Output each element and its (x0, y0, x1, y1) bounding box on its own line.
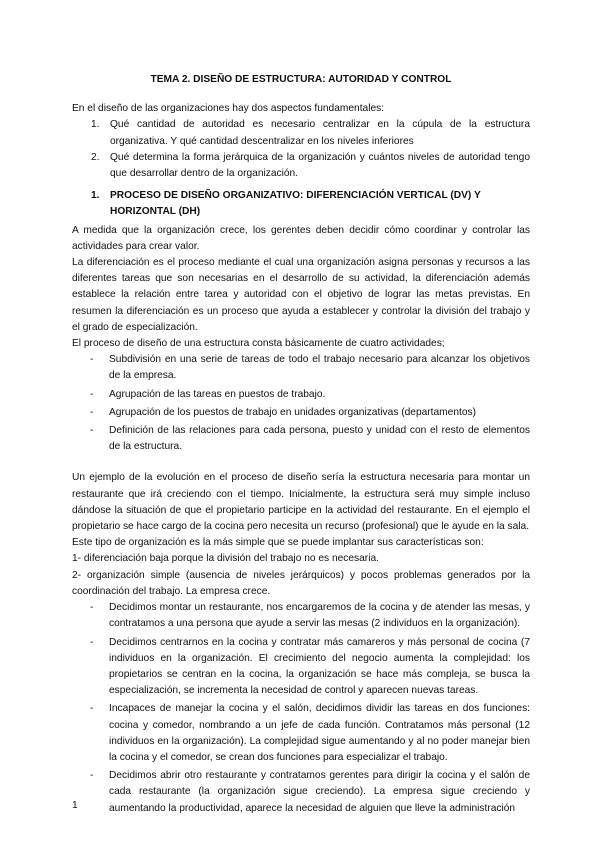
list-item (72, 117, 530, 149)
list-item-text: Agrupación de las tareas en puestos de trabajo. (109, 388, 326, 400)
paragraph: 1- diferenciación baja porque la división del trabajo no es necesaria. (72, 553, 379, 565)
list-item-text: Decidimos montar un restaurante, nos encargaremos de la cocina y de atender las mesas, y contratamos a una persona que ayude a servir las mesas (2 individuos en la organización). (109, 602, 530, 630)
bullet-dash: - (90, 425, 94, 437)
paragraph: 2- organización simple (ausencia de niveles jerárquicos) y pocos problemas generados por la coordinación del trabajo. La empresa crece. (72, 569, 530, 597)
paragraph: A medida que la organización crece, los gerentes deben decidir cómo coordinar y controlar las actividades para crear valor. (72, 224, 530, 252)
paragraph: Un ejemplo de la evolución en el proceso de diseño sería la estructura necesaria para montar un restaurante que irá creciendo con el tiempo. Inicialmente, la estructura será muy simple incluso dándose la situación de que el propietario participe en la actividad del restaurante. En el ejemplo el propietario se hace cargo de la cocina pero necesita un recurso (profesional) que le ayude en la sala. (72, 472, 530, 533)
intro-paragraph: En el diseño de las organizaciones hay dos aspectos fundamentales: (72, 103, 385, 115)
paragraph: Este tipo de organización es la más simple que se puede implantar sus características son: (72, 537, 484, 549)
paragraph: El proceso de diseño de una estructura consta básicamente de cuatro actividades; (72, 338, 445, 350)
list-item (72, 600, 530, 632)
list-item-text: Decidimos abrir otro restaurante y contratamos gerentes para dirigir la cocina y el salón de cada restaurante (la organización sigue creciendo). La empresa sigue creciendo y aumentando la productividad, aparece la necesidad de alguien que lleve la administración (109, 770, 530, 814)
bullet-dash: - (90, 770, 94, 782)
list-item-text: Qué determina la forma jerárquica de la organización y cuántos niveles de autoridad tengo que desarrollar dentro de la organización. (110, 151, 530, 180)
bullet-dash: - (90, 636, 94, 648)
bullet-dash: - (90, 602, 94, 614)
bullet-dash: - (90, 703, 94, 715)
list-item (72, 387, 530, 403)
document-title: TEMA 2. DISEÑO DE ESTRUCTURA: AUTORIDAD Y CONTROL (150, 74, 452, 85)
list-number: 2. (91, 151, 100, 163)
list-item (72, 423, 530, 455)
bullet-dash: - (90, 406, 94, 418)
section-number: 1. (91, 190, 100, 202)
list-item (72, 701, 530, 766)
list-item (72, 352, 530, 384)
list-number: 1. (91, 119, 100, 131)
list-item (72, 768, 530, 817)
list-item-text: Incapaces de manejar la cocina y el salón, decidimos dividir las tareas en dos funciones: cocina y comedor, nombrando a un jefe de cada función. Contratamos más personal (12 individuos en la organización). La complejidad sigue aumentando y al no poder manejar bien la cocina y el comedor, se crean dos funciones para especializar el trabajo. (109, 703, 530, 763)
list-item (72, 635, 530, 700)
list-item-text: Definición de las relaciones para cada persona, puesto y unidad con el resto de elementos de la estructura. (109, 425, 530, 453)
page-number: 1 (72, 800, 78, 811)
list-item-text: Subdivisión en una serie de tareas de todo el trabajo necesario para alcanzar los objetivos de la empresa. (109, 354, 530, 382)
list-item-text: Agrupación de los puestos de trabajo en unidades organizativas (departamentos) (109, 406, 476, 418)
section-heading (72, 188, 530, 220)
spacer (72, 457, 530, 470)
document-page (72, 70, 530, 819)
paragraph: La diferenciación es el proceso mediante el cual una organización asigna personas y recursos a las diferentes tareas que son necesarias en el desarrollo de su actividad, la diferenciación además establece la relación entre tarea y autoridad con el objetivo de lograr las metas previstas. En resumen la diferenciación es un proceso que ayuda a establecer y controlar la división del trabajo y el grado de especialización. (72, 257, 530, 333)
list-item-text: Qué cantidad de autoridad es necesario centralizar en la cúpula de la estructura organizativa. Y qué cantidad descentralizar en los niveles inferiores (110, 119, 530, 147)
list-item (72, 405, 530, 421)
activities-list (72, 352, 530, 455)
section-heading-text: PROCESO DE DISEÑO ORGANIZATIVO: DIFERENCIACIÓN VERTICAL (DV) Y HORIZONTAL (DH) (110, 190, 481, 218)
list-item (72, 150, 530, 182)
list-item-text: Decidimos centrarnos en la cocina y contratar más camareros y más personal de cocina (7 individuos en la organización. El crecimiento del negocio aumenta la complejidad: los propietarios se centran en la cocina, la organización se hace más compleja, se busca la especialización, se incrementa la necesidad de control y aparecen nuevas tareas. (109, 636, 530, 697)
steps-list (72, 600, 530, 817)
aspects-list (72, 117, 530, 182)
bullet-dash: - (90, 354, 94, 366)
bullet-dash: - (90, 388, 94, 400)
